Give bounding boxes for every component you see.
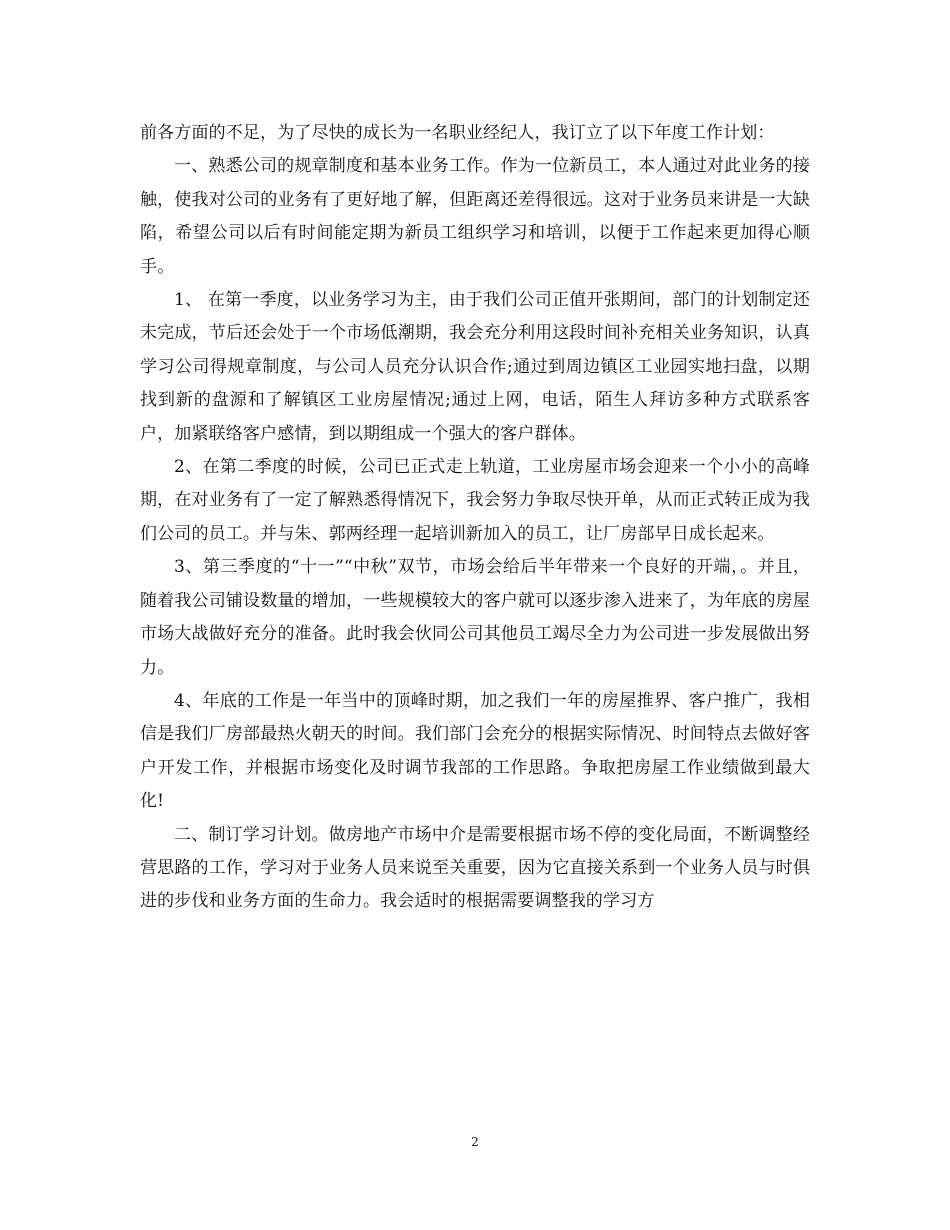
- paragraph-section-one: 一、熟悉公司的规章制度和基本业务工作。作为一位新员工，本人通过对此业务的接触，使我对公司的业务有了更好地了解，但距离还差得很远。这对于业务员来讲是一大缺陷，希望公司以后有时间能定期为新员工组织学习和培训，以便于工作起来更加得心顺手。: [140, 156, 810, 277]
- paragraph-year-end: 4、年底的工作是一年当中的顶峰时期，加之我们一年的房屋推界、客户推广，我相信是我们厂房部最热火朝天的时间。我们部门会充分的根据实际情况、时间特点去做好客户开发工作，并根据市场变化及时调节我部的工作思路。争取把房屋工作业绩做到最大化!: [140, 690, 810, 812]
- paragraph-second-quarter: 2、在第二季度的时候，公司已正式走上轨道，工业房屋市场会迎来一个小小的高峰期，在对业务有了一定了解熟悉得情况下，我会努力争取尽快开单，从而正式转正成为我们公司的员工。并与朱、郭两经理一起培训新加入的员工，让厂房部早日成长起来。: [140, 457, 810, 544]
- paragraph-section-two: 二、制订学习计划。做房地产市场中介是需要根据市场不停的变化局面，不断调整经营思路的工作，学习对于业务人员来说至关重要，因为它直接关系到一个业务人员与时俱进的步伐和业务方面的生命力。我会适时的根据需要调整我的学习方: [140, 824, 810, 912]
- paragraph-continuation: 前各方面的不足，为了尽快的成长为一名职业经纪人，我订立了以下年度工作计划：: [140, 123, 775, 143]
- document-body: [140, 117, 810, 919]
- page-number: 2: [471, 1135, 479, 1149]
- paragraph-third-quarter: 3、第三季度的“十一”“中秋”双节，市场会给后半年带来一个良好的开端，。并且，随着我公司铺设数量的增加，一些规模较大的客户就可以逐步渗入进来了，为年底的房屋市场大战做好充分的准备。此时我会伙同公司其他员工竭尽全力为公司进一步发展做出努力。: [140, 557, 810, 678]
- paragraph-first-quarter: 1、 在第一季度，以业务学习为主，由于我们公司正值开张期间，部门的计划制定还未完成，节后还会处于一个市场低潮期，我会充分利用这段时间补充相关业务知识，认真学习公司得规章制度，与公司人员充分认识合作;通过到周边镇区工业园实地扫盘，以期找到新的盘源和了解镇区工业房屋情况;通过上网，电话，陌生人拜访多种方式联系客户，加紧联络客户感情，到以期组成一个强大的客户群体。: [140, 290, 810, 444]
